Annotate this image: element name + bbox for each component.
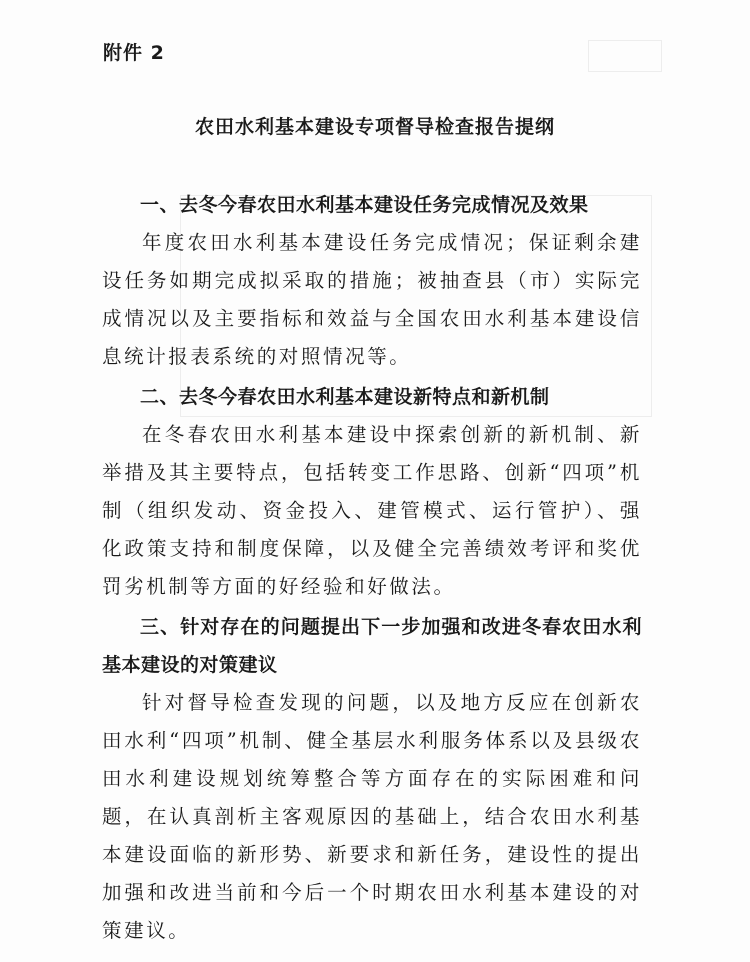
section-heading: 二、去冬今春农田水利基本建设新特点和新机制 xyxy=(140,386,550,408)
attachment-label: 附件 2 xyxy=(103,42,165,64)
section-3 xyxy=(102,608,642,950)
bleed-through-stamp-box xyxy=(588,40,662,72)
section-heading: 三、针对存在的问题提出下一步加强和改进冬春农田水利基本建设的对策建议 xyxy=(102,616,642,676)
section-2 xyxy=(102,378,642,606)
section-paragraph: 针对督导检查发现的问题，以及地方反应在创新农田水利“四项”机制、健全基层水利服务体系以及县级农田水利建设规划统筹整合等方面存在的实际困难和问题，在认真剖析主客观原因的基础上，结合农田水利基本建设面临的新形势、新要求和新任务，建设性的提出加强和改进当前和今后一个时期农田水利基本建设的对策建议。 xyxy=(102,691,642,942)
section-heading: 一、去冬今春农田水利基本建设任务完成情况及效果 xyxy=(140,194,589,216)
section-paragraph: 在冬春农田水利基本建设中探索创新的新机制、新举措及其主要特点，包括转变工作思路、创新“四项”机制（组织发动、资金投入、建管模式、运行管护）、强化政策支持和制度保障，以及健全完善绩效考评和奖优罚劣机制等方面的好经验和好做法。 xyxy=(102,423,642,598)
section-paragraph: 年度农田水利基本建设任务完成情况；保证剩余建设任务如期完成拟采取的措施；被抽查县（市）实际完成情况以及主要指标和效益与全国农田水利基本建设信息统计报表系统的对照情况等。 xyxy=(102,231,642,368)
document-title: 农田水利基本建设专项督导检查报告提纲 xyxy=(194,116,555,138)
document-body xyxy=(102,186,642,950)
section-1 xyxy=(102,186,642,376)
